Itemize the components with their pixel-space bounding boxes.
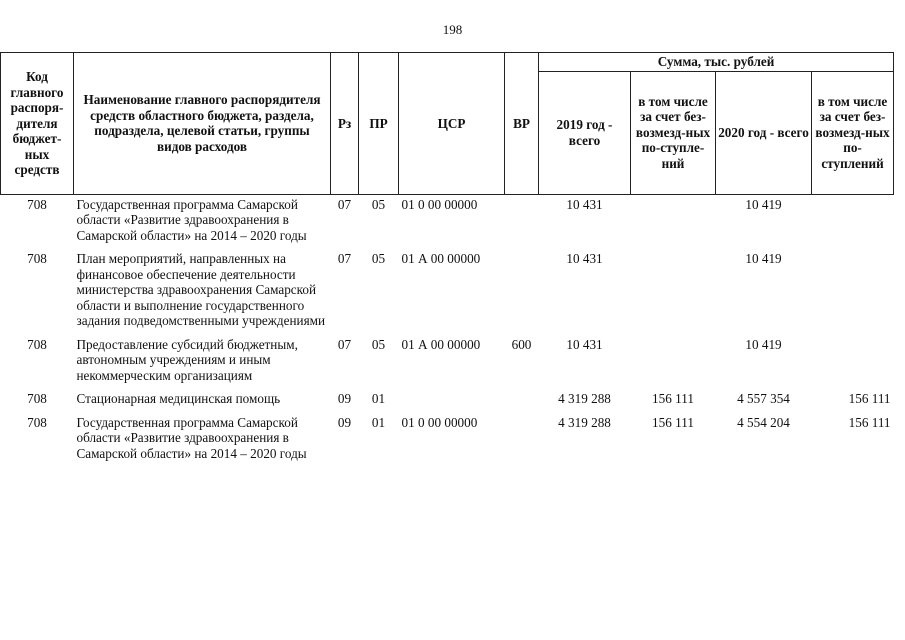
cell-2019-free <box>631 251 716 337</box>
cell-code: 708 <box>27 391 47 406</box>
cell-rz: 07 <box>337 251 352 266</box>
cell-code: 708 <box>27 414 47 430</box>
cell-code: 708 <box>27 336 47 352</box>
header-2019-total: 2019 год - всего <box>539 71 631 194</box>
cell-name: Стационарная медицинская помощь <box>76 391 281 406</box>
cell-code: 708 <box>27 251 47 266</box>
header-code: Код главного распоря-дителя бюджет-ных средств <box>1 53 74 195</box>
cell-csr: 01 0 00 00000 <box>401 414 478 430</box>
cell-vr <box>505 251 539 337</box>
cell-rz: 09 <box>337 391 352 406</box>
cell-2019-total: 10 431 <box>566 336 603 352</box>
cell-pr: 01 <box>371 414 386 430</box>
header-2020-total: 2020 год - всего <box>716 71 812 194</box>
cell-2019-total: 4 319 288 <box>558 391 611 406</box>
cell-vr <box>505 391 539 415</box>
cell-rz: 07 <box>337 196 352 212</box>
table-row <box>1 391 894 415</box>
cell-code: 708 <box>27 196 47 212</box>
table-row <box>1 251 894 337</box>
cell-rz: 09 <box>337 414 352 430</box>
cell-csr: 01 0 00 00000 <box>401 196 478 212</box>
budget-table <box>0 52 894 469</box>
cell-name: План мероприятий, направленных на финансовое обеспечение деятельности министерства здравоохранения Самарской области и выполнение государственного задания подведомственными учреждениями <box>76 251 326 328</box>
cell-csr: 01 А 00 00000 <box>401 336 481 352</box>
cell-name: Государственная программа Самарской области «Развитие здравоохранения в Самарской области» на 2014 – 2020 годы <box>76 196 307 243</box>
cell-2020-total: 10 419 <box>745 336 782 352</box>
header-rz: Рз <box>331 53 359 195</box>
cell-2020-total: 10 419 <box>745 196 782 212</box>
cell-2019-free: 156 111 <box>652 414 694 430</box>
cell-pr: 05 <box>371 196 386 212</box>
cell-2019-total: 4 319 288 <box>558 414 611 430</box>
cell-2020-free: 156 111 <box>848 414 891 430</box>
header-sum-group: Сумма, тыс. рублей <box>539 53 894 72</box>
cell-2020-free <box>812 251 894 337</box>
table-row <box>1 194 894 251</box>
cell-2020-total: 10 419 <box>745 251 782 266</box>
header-csr: ЦСР <box>399 53 505 195</box>
cell-2020-total: 4 554 204 <box>737 414 790 430</box>
cell-vr <box>505 415 539 470</box>
header-2019-free: в том числе за счет без-возмезд-ных по-ступле-ний <box>631 71 716 194</box>
header-vr: ВР <box>505 53 539 195</box>
cell-2020-free <box>812 337 894 392</box>
cell-csr <box>399 391 505 415</box>
cell-2019-total: 10 431 <box>566 251 603 266</box>
cell-2020-free: 156 111 <box>848 391 891 406</box>
cell-2019-free <box>631 337 716 392</box>
table-body <box>1 194 894 469</box>
cell-2020-free <box>812 194 894 251</box>
cell-pr: 05 <box>371 336 386 352</box>
table-row <box>1 415 894 470</box>
cell-pr: 05 <box>371 251 386 266</box>
cell-2019-free: 156 111 <box>652 391 694 406</box>
cell-rz: 07 <box>337 336 352 352</box>
table-header <box>1 53 894 195</box>
cell-2019-free <box>631 194 716 251</box>
cell-csr: 01 А 00 00000 <box>401 251 481 266</box>
cell-vr: 600 <box>511 336 532 352</box>
cell-name: Предоставление субсидий бюджетным, автономным учреждениям и иным некоммерческим организациям <box>76 336 298 383</box>
cell-2019-total: 10 431 <box>566 196 603 212</box>
page-number: 198 <box>442 22 463 37</box>
table-row <box>1 337 894 392</box>
header-2020-free: в том числе за счет без-возмезд-ных по-ступлений <box>812 71 894 194</box>
cell-vr <box>505 194 539 251</box>
cell-2020-total: 4 557 354 <box>737 391 790 406</box>
header-pr: ПР <box>359 53 399 195</box>
cell-pr: 01 <box>371 391 386 406</box>
header-name: Наименование главного распорядителя средств областного бюджета, раздела, подраздела, целевой статьи, группы видов расходов <box>74 53 331 195</box>
cell-name: Государственная программа Самарской области «Развитие здравоохранения в Самарской области» на 2014 – 2020 годы <box>76 414 307 461</box>
